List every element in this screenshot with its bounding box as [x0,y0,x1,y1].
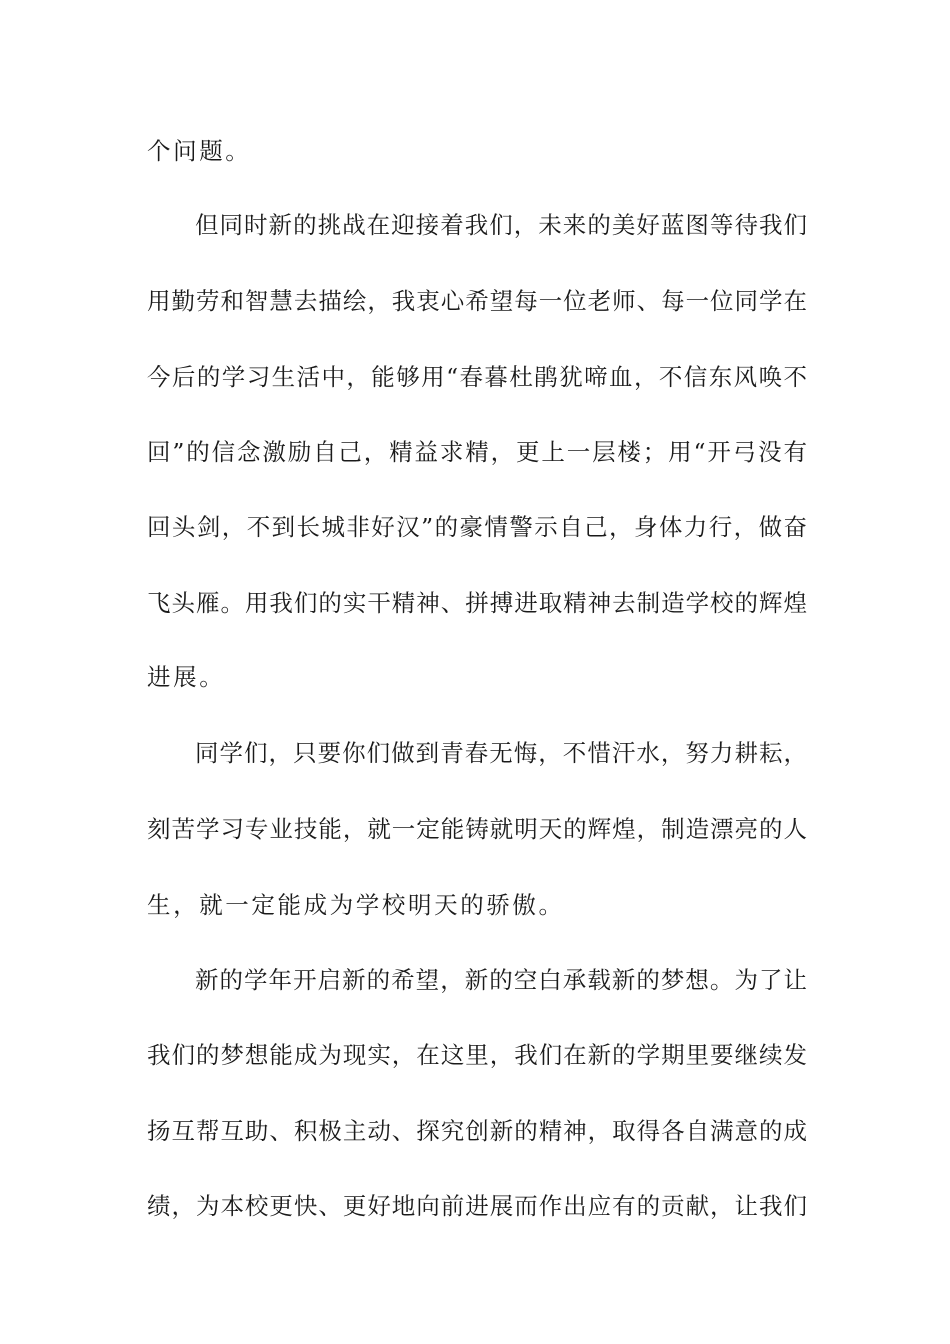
text-line: 今后的学习生活中，能够用“春暮杜鹃犹啼血，不信东风唤不 [147,363,807,391]
text-line: 我们的梦想能成为现实，在这里，我们在新的学期里要继续发 [147,1041,807,1069]
text-line: 用勤劳和智慧去描绘，我衷心希望每一位老师、每一位同学在 [147,287,807,315]
paragraph-first-line: 但同时新的挑战在迎接着我们，未来的美好蓝图等待我们 [195,211,807,239]
text-line: 生，就一定能成为学校明天的骄傲。 [147,891,565,919]
text-line: 绩，为本校更快、更好地向前进展而作出应有的贡献，让我们 [147,1192,807,1220]
paragraph-first-line: 新的学年开启新的希望，新的空白承载新的梦想。为了让 [195,966,807,994]
text-line: 扬互帮互助、积极主动、探究创新的精神，取得各自满意的成 [147,1117,807,1145]
text-line: 回”的信念激励自己，精益求精，更上一层楼；用“开弓没有 [147,438,807,466]
text-line: 个问题。 [147,137,252,165]
paragraph-first-line: 同学们，只要你们做到青春无悔，不惜汗水，努力耕耘， [195,739,807,767]
text-line: 飞头雁。用我们的实干精神、拼搏进取精神去制造学校的辉煌 [147,589,807,617]
text-line: 回头剑，不到长城非好汉”的豪情警示自己，身体力行，做奋 [147,513,807,541]
text-line: 刻苦学习专业技能，就一定能铸就明天的辉煌，制造漂亮的人 [147,815,807,843]
text-line: 进展。 [147,663,226,691]
